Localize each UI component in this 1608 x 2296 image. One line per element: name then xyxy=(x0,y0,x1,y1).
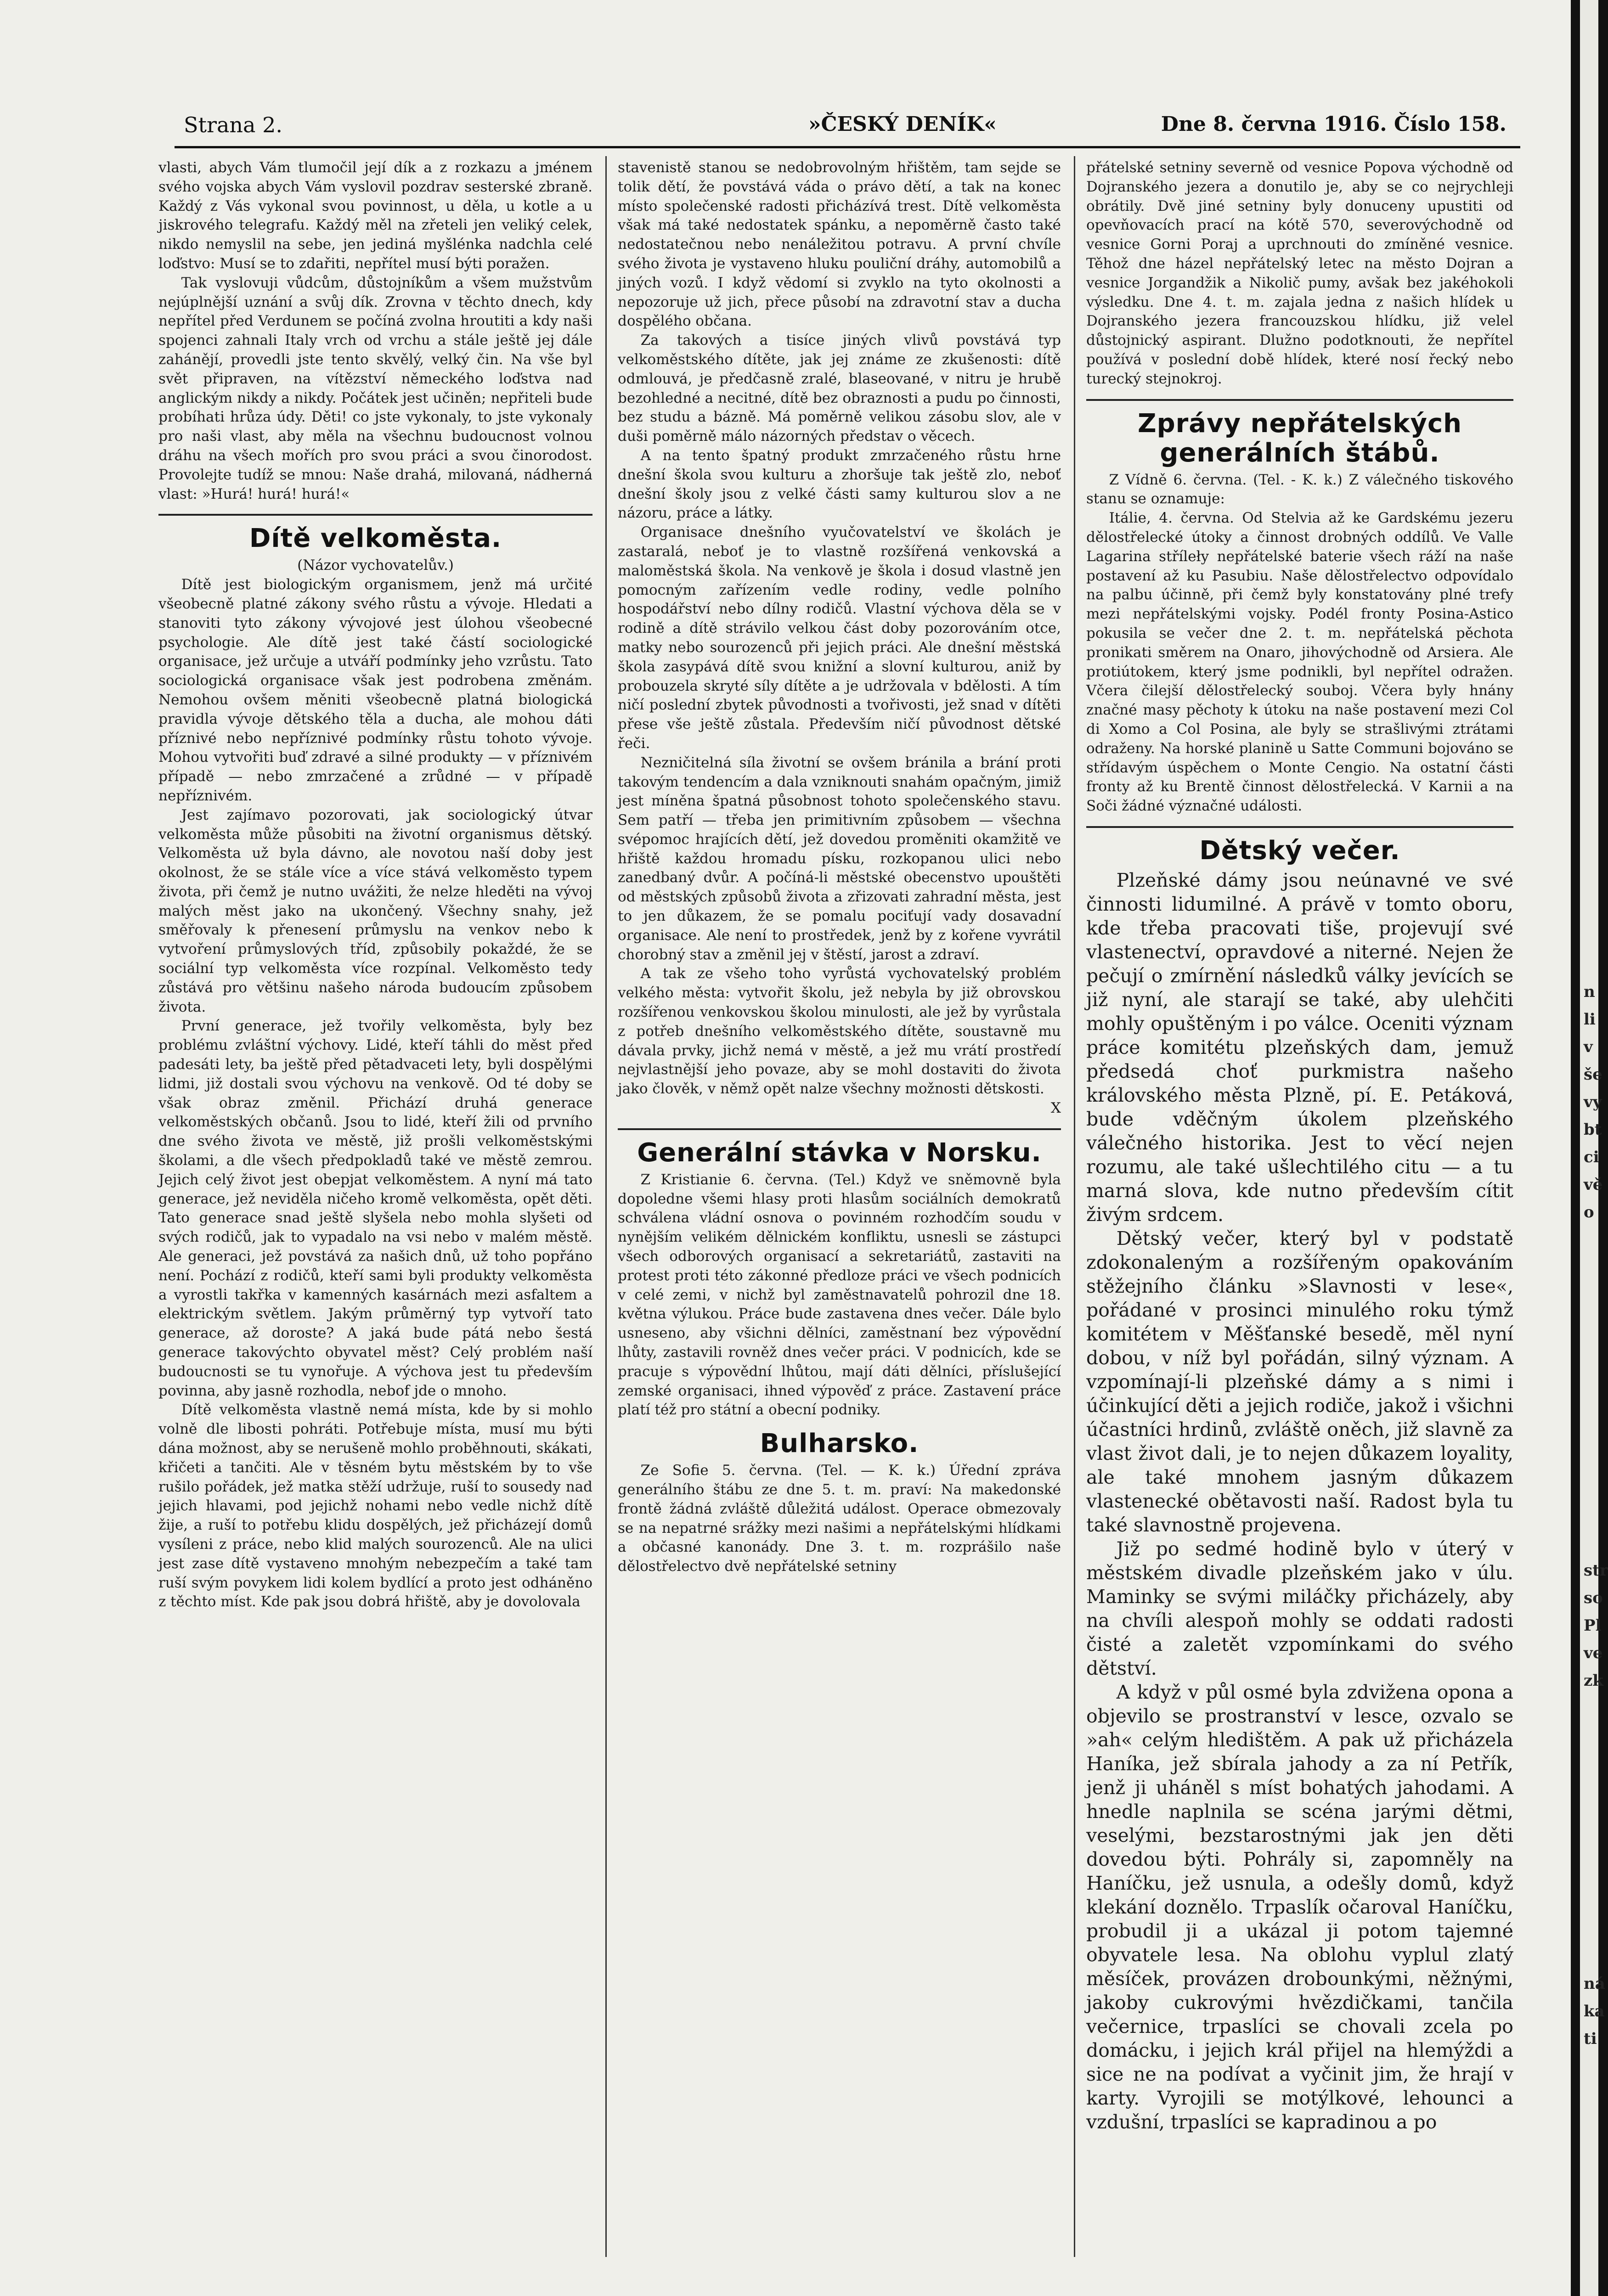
article-paragraph: Za takových a tisíce jiných vlivů povstává typ velkoměstského dítěte, jak jej známe ze zkušenosti: dítě odmlouvá, je předčasně zralé, blaseované, v nitru je hrubě bezohledné a necitné, dítě bez obraznosti a pudu po činnosti, bez studu a bázně. Má poměrně velikou zásobu slov, ale v duši poměrně málo názorných představ o věcech. xyxy=(618,332,1061,445)
article-paragraph: Dítě velkoměsta vlastně nemá místa, kde by si mohlo volně dle libosti pohráti. Potřebuje místa, musí mu býti dána možnost, aby se nerušeně mohlo proběhnouti, skákati, křičeti a tančiti. Ale v těsném bytu městském by to vše rušilo pořádek, jež matka stěží udržuje, ruší to sousedy nad jejich hlavami, pod jejichž nohami nebo vedle nichž dítě žije, a ruší to potřebu klidu dospělých, jež přicházejí domů vysíleni z práce, nebo klid malých sourozenců. Ale na ulici jest zase dítě vystaveno mnohým nebezpečím a také tam ruší svým povykem lidi kolem bydlící a proto jest odháněno z těchto míst. Kde pak jsou dobrá hřiště, aby je dovolovala xyxy=(158,1401,592,1610)
edge-fragment: ve xyxy=(1584,1644,1603,1662)
masthead xyxy=(184,113,1506,140)
article-paragraph: Itálie, 4. června. Od Stelvia až ke Gardskému jezeru dělostřelecké útoky a činnost drobných oddílů. Ve Valle Lagarina stříleły nepřátelské baterie všech ráží na naše postavení až ku Pasubiu. Naše dělostřelectvo odpovídalo na palbu účinně, při čemž byly konstatovány plné trefy mezi nepřátelskými vojsky. Podél fronty Posina-Astico pokusila se večer dne 2. t. m. nepřátelská pěchota pronikati směrem na Onaro, jihovýchodně od Arsiera. Ale protiútokem, který jsme podnikli, byl nepřítel odražen. Včera čilejší dělostřelecký souboj. Včera byly hnány značné masy pěchoty k útoku na naše postavení mezi Col di Xomo a Col Posina, ale byly se strašlivými ztrátami odraženy. Na horské planině u Satte Communi bojováno se střídavým úspěchem o Monte Cengio. Na ostatní části fronty až ku Brentě činnost dělostřelecká. V Karnii a na Soči žádné význačné události. xyxy=(1086,510,1513,815)
article-paragraph: Dítě jest biologickým organismem, jenž má určité všeobecně platné zákony svého růstu a vývoje. Hledati a stanoviti tyto zákony vývojové jest úlohou všeobecné psychologie. Ale dítě jest také částí sociologické organisace, jež určuje a utváří podmínky jeho vzrůstu. Tato sociologická organisace však jest podrobena změnám. Nemohou ovšem měniti všeobecně platná biologická pravidla vývoje dětského těla a ducha, ale mohou dáti příznivé nebo nepříznivé podmínky růstu tohoto vývoje. Mohou vytvořiti buď zdravé a silné produkty — v příznivém případě — nebo zmrzačené a zrůdné — v případě nepříznivém. xyxy=(158,576,592,804)
article-paragraph: Organisace dnešního vyučovatelství ve školách je zastaralá, neboť je to vlastně rozšířená venkovská a maloměstská škola. Na venkově je škola i dosud vlastně jen pomocným zařízením vedle rodiny, vedle polního hospodářství nebo dílny rodičů. Vlastní výchova děla se v rodině a dítě strávilo velkou část doby pozorováním otce, matky nebo sourozenců při jejich práci. Ale dnešní městská škola zasypává dítě svou knižní a slovní kulturou, aniž by probouzela skryté síly dítěte a je udržovala v bdělosti. A tím ničí poslední zbytek původnosti a tvořivosti, jež snad v dítěti přese vše ještě zůstala. Především ničí původnost dětské řeči. xyxy=(618,524,1061,752)
end-mark: X xyxy=(1050,1100,1061,1117)
edge-fragment: bt xyxy=(1584,1120,1602,1139)
edge-fragment: ti xyxy=(1584,2030,1597,2048)
article-title: Zprávy nepřátelských generálních štábů. xyxy=(1137,408,1462,468)
column-3 xyxy=(1086,158,1513,2257)
article-divider xyxy=(158,514,592,516)
article-paragraph: A na tento špatný produkt zmrzačeného růstu hrne dnešní škola svou kulturu a zhoršuje tak ještě zlo, neboť dnešní školy jsou z velké části samy kulturou slov a ne názoru, práce a látky. xyxy=(618,447,1061,522)
article-paragraph: Plzeňské dámy jsou neúnavné ve své činnosti lidumilné. A právě v tomto oboru, kde třeba pracovati tiše, projevují své vlastenectví, opravdové a niterné. Nejen že pečují o zmírnění následků války jevících se již nyní, ale starají se také, aby ulehčiti mohly opuštěným i po válce. Oceniti význam práce komitétu plzeňských dam, jemuž předsedá choť purkmistra našeho královského města Plzně, pí. E. Petáková, bude vděčným úkolem plzeňského válečného historika. Jest to věcí nejen rozumu, ale také ušlechtilého citu — a tu marná slova, kde nutno především cítit živým srdcem. xyxy=(1086,869,1513,1226)
article-paragraph: Z Kristianie 6. června. (Tel.) Když ve sněmovně byla dopoledne všemi hlasy proti hlasům sociálních demokratů schválena vládní osnova o povinném rozhodčím soudu v nynějším velikém dělnickém konfliktu, usnesli se zástupci všech odborových organisací a sekretariátů, zastaviti na protest proti této zákonné předloze práci ve všech podnicích v celé zemi, v nichž byl zaměstnavatelů pohrozil dne 18. května výlukou. Práce bude zastavena dnes večer. Dále bylo usneseno, aby všichni dělníci, zaměstnaní bez výpovědní lhůty, zastavili rovněž dnes večer práci. V podnicích, kde se pracuje s výpovědní lhůtou, mají dáti dělníci, příslušející zemské organisaci, ihned výpověď z práce. Zastavení práce platí též pro státní a obecní podniky. xyxy=(618,1171,1061,1418)
edge-fragment: ci xyxy=(1584,1148,1599,1166)
article-title: Bulharsko. xyxy=(760,1429,919,1459)
edge-fragment: so xyxy=(1584,1589,1603,1607)
column-rule xyxy=(605,156,607,2257)
article-title: Generální stávka v Norsku. xyxy=(637,1137,1042,1168)
article-paragraph: Dětský večer, který byl v podstatě zdokonaleným a rozšířeným opakováním stěžejního článku »Slavnosti v lese«, pořádané v prosinci minulého roku týmž komitétem v Měšťanské besedě, měl nyní dobou, v níž byl pořádán, silný význam. A vzpomínají-li plzeňské dámy a s nimi i účinkující děti a jejich rodiče, jakož i všichni účastníci hrdinů, zvláště oněch, již slavně za vlast život dali, je to nejen důkazem loyality, ale také mnohem jasným důkazem vlastenecké obětavosti naší. Radost byla tu také slavnostně projevena. xyxy=(1086,1227,1513,1536)
article-title: Dětský večer. xyxy=(1199,835,1400,866)
article-paragraph: přátelské setniny severně od vesnice Popova východně od Dojranského jezera a donutilo je, aby se co nejrychleji obrátily. Dvě jiné setniny byly donuceny upustiti od opevňovacích prací na kótě 570, severovýchodně od vesnice Gorni Poraj a uprchnouti do zmíněné vesnice. Těhož dne házel nepřátelský letec na město Dojran a vesnice Jorgandžik a Nikolič pumy, avšak bez jakéhokoli výsledku. Dne 4. t. m. zajala jedna z našich hlídek u Dojranského jezera francouzskou hlídku, již velel důstojnický aspirant. Dlužno podotknouti, že nepřítel používá v poslední době hlídek, které nosí řecký nebo turecký stejnokroj. xyxy=(1086,159,1513,387)
column-1 xyxy=(158,158,592,2257)
edge-fragment: li xyxy=(1584,1010,1596,1029)
edge-fragment: o xyxy=(1584,1203,1594,1221)
column-2 xyxy=(618,158,1061,2257)
article-divider xyxy=(1086,826,1513,828)
edge-fragment: ka xyxy=(1584,2002,1605,2020)
article-paragraph: Již po sedmé hodině bylo v úterý v městském divadle plzeňském jako v úlu. Maminky se svými miláčky přicházely, aby na chvíli alespoň mohly se oddati radosti čisté a zaletět vzpomínkami do svého dětství. xyxy=(1086,1537,1513,1679)
edge-fragment: n xyxy=(1584,983,1595,1001)
column-rule xyxy=(1074,156,1075,2257)
article-paragraph: Z Vídně 6. června. (Tel. - K. k.) Z válečného tiskového stanu se oznamuje: xyxy=(1086,471,1513,507)
article-paragraph: Ze Sofie 5. června. (Tel. — K. k.) Úřední zpráva generálního štábu ze dne 5. t. m. praví: Na makedonské frontě žádná zvláště důležitá událost. Operace obmezovaly se na nepatrné srážky mezi našimi a nepřátelskými hlídkami a občasné kanonády. Dne 3. t. m. rozprášilo naše dělostřelectvo dvě nepřátelské setniny xyxy=(618,1462,1061,1575)
issue-date: Dne 8. června 1916. Číslo 158. xyxy=(1161,113,1506,136)
article-divider xyxy=(618,1128,1061,1130)
article-title: Dítě velkoměsta. xyxy=(249,523,502,554)
edge-fragment: zk xyxy=(1584,1671,1603,1690)
header-rule xyxy=(175,146,1520,148)
page-number: Strana 2. xyxy=(184,113,282,137)
article-paragraph: A když v půl osmé byla zdvižena opona a objevilo se prostranství v lesce, ozvalo se »ah« celým hledištěm. A pak už přicházela Haníka, jež sbírala jahody a za ní Petřík, jenž ji uháněl s míst bohatých jahodami. A hnedle naplnila se scéna jarými dětmi, veselými, bezstarostnými jak jen děti dovedou býti. Pohrály si, zapomněly na Haníčku, jež usnula, a odešly domů, když klekání doznělo. Trpaslík očaroval Haníčku, probudil ji a ukázal ji potom tajemné obyvatele lesa. Na oblohu vyplul zlatý měsíček, provázen drobounkými, něžnými, jakoby cukrovými hvězdičkami, tančila večernice, trpaslíci se chovali zcela po domácku, i jejich král přijel na hlemýždi a sice ne na podívat a vyčinit jim, že hrají v karty. Vyrojili se motýlkové, lehounci a vzdušní, trpaslíci se kapradinou a po xyxy=(1086,1681,1513,2133)
newspaper-name: »ČESKÝ DENÍK« xyxy=(808,113,997,136)
article-paragraph: A tak ze všeho toho vyrůstá vychovatelský problém velkého města: vytvořit školu, jež nebyla by již obrovskou rozšířenou venkovskou školou minulosti, ale jež by vyrůstala z potřeb dnešního velkoměstského dítěte, soustavně mu dávala prvky, jichž nemá v městě, a jež mu vrátí prostředí nejvlastnější jeho povaze, aby se mohl dostaviti do života jako člověk, v němž opět nalze všechny možnosti dětskosti. xyxy=(618,965,1061,1097)
article-paragraph: vlasti, abych Vám tlumočil její dík a z rozkazu a jménem svého vojska abych Vám vyslovil pozdrav sesterské zbraně. Každý z Vás vykonal svou povinnost, u děla, u kotle a u jiskrového telegrafu. Každý měl na zřeteli jen veliký celek, nikdo nemyslil na sebe, jen jediná myšlénka nadchla celé loďstvo: Musí se to zdařiti, nepřítel musí býti poražen. xyxy=(158,159,592,272)
article-subtitle: (Názor vychovatelův.) xyxy=(297,557,454,574)
article-divider xyxy=(1086,399,1513,401)
article-paragraph: Nezničitelná síla životní se ovšem bránila a brání proti takovým tendencím a dala vzniknouti snahám opačným, jimiž jest míněna špatná působnost tohoto společenského stavu. Sem patří — třeba jen primitivním způsobem — všechna svépomoc hrajících dětí, jež dovedou proměniti okamžitě ve hřiště každou hromadu písku, rozkopanou ulici nebo zanedbaný dvůr. A počíná-li městské obecenstvo upouštěti od městských způsobů života a zřizovati zahradní města, jest to jen důkazem, že se pomalu pociťují vady dosavadní organisace. Ale není to prostředek, jenž by z kořene vyvrátil chorobný stav a změnil jej v štěstí, jarost a zdraví. xyxy=(618,754,1061,963)
article-paragraph: stavenistě stanou se nedobrovolným hřištěm, tam sejde se tolik dětí, že povstává váda o právo dětí, a tak na konec místo společenské radosti přicházívá trest. Dítě velkoměsta však má také nedostatek spánku, a nepoměrně často také nedostatečnou nebo nenáležitou potravu. A první chvíle svého života je vystaveno hluku pouliční dráhy, automobilů a jiných vozů. I když vědomí si zvyklo na tyto okolnosti a nepozoruje už jich, přece působí na zdravotní stav a ducha dospělého občana. xyxy=(618,159,1061,330)
edge-fragment: še xyxy=(1584,1065,1602,1084)
edge-fragment: str xyxy=(1584,1561,1608,1580)
edge-fragment: ná xyxy=(1584,1975,1605,1993)
adjacent-page-edge xyxy=(1580,0,1608,2296)
article-paragraph: Tak vyslovuji vůdcům, důstojníkům a všem mužstvům nejúplnější uznání a svůj dík. Zrovna v těchto dnech, kdy nepřítel před Verdunem se počíná zvolna hroutiti a kdy naši spojenci zahnali Italy vrch od vrchu a stále ještě jej dále zahánějí, provedli jste tento skvělý, velký čin. Na vše byl svět připraven, na vítězství německého loďstva nad anglickým nikdy a nikdy. Počátek jest učiněn; nepřiteli bude probíhati hrůza údy. Děti! co jste vykonaly, to jste vykonaly pro naši vlast, aby měla na všechnu budoucnost volnou dráhu na všech mořích pro svou práci a svou činorodost. Provolejte tudíž se mnou: Naše drahá, milovaná, nádherná vlast: »Hurá! hurá! hurá!« xyxy=(158,274,592,502)
edge-fragment: vy xyxy=(1584,1093,1602,1111)
article-paragraph: Jest zajímavo pozorovati, jak sociologický útvar velkoměsta může působiti na životní organismus dětský. Velkoměsta už byla dávno, ale novotou naší doby jest okolnost, že se stále více a více stává velkoměsto typem života, při čemž je nutno uvážiti, že nelze hleděti na vývoj malých měst jako na ukončený. Všechny snahy, jež směřovaly k přenesení průmyslu na venkov nebo k vytvoření průmyslových tříd, způsobily pokaždé, že se sociální typ velkoměsta více rozpínal. Velkoměsto tedy zůstává pro většinu našeho národa budoucím způsobem života. xyxy=(158,806,592,1015)
edge-fragment: Pl xyxy=(1584,1616,1602,1635)
article-paragraph: První generace, jež tvořily velkoměsta, byly bez problému zvláštní výchovy. Lidé, kteří táhli do měst před padesáti lety, ba ještě před pětadvaceti lety, byli dospělými lidmi, již dostali svou výchovu na venkově. Od té doby se však obraz změnil. Přichází druhá generace velkoměstských občanů. Jsou to lidé, kteří žili od prvního dne svého života ve městě, již prošli velkoměstskými školami, a dle všech předpokladů také ve městě zemrou. Jejich celý život jest obepjat velkoměstem. A nyní má tato generace, jež neviděla ničeho kromě velkoměsta, opět děti. Tato generace snad ještě slyšela nebo mohla slyšeti od svých rodičů, jak to vypadalo na vsi nebo v malém městě. Ale generaci, jež povstává za našich dnů, už toho popřáno není. Pochází z rodičů, kteří sami byli produkty velkoměsta a vyrostli takřka v kamenných kasárnách mezi asfaltem a elektrickým světlem. Jakým průměrný typ vytvoří tato generace, až doroste? A jaká bude pátá nebo šestá generace takovýchto obyvatel měst? Celý problém naší budoucnosti se tu vynořuje. A výchova jest tu především povinna, aby jasně rozhodla, nebof jde o mnoho. xyxy=(158,1018,592,1399)
edge-fragment: v xyxy=(1584,1038,1593,1056)
edge-fragment: vě xyxy=(1584,1176,1603,1194)
